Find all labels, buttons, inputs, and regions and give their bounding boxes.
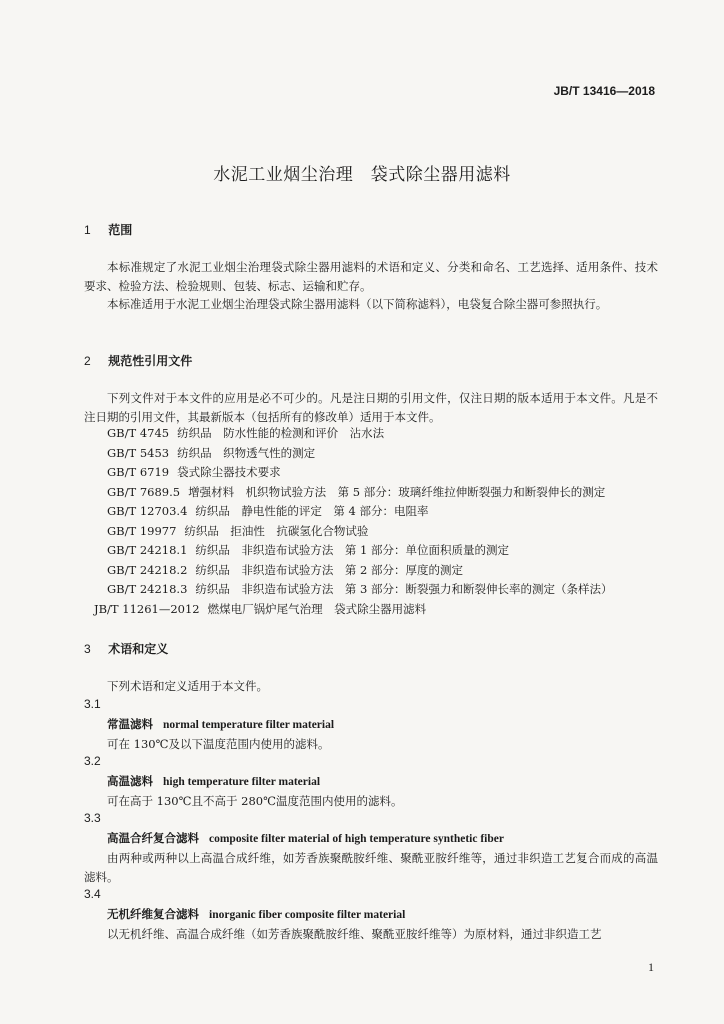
term-cn: 无机纤维复合滤料 [107,907,199,921]
reference-code: GB/T 24218.1 [107,543,188,557]
reference-title: 增强材料 机织物试验方法 第 5 部分：玻璃纤维拉伸断裂强力和断裂伸长的测定 [188,484,606,499]
reference-item [107,541,667,561]
term-heading [107,906,405,922]
reference-code: GB/T 5453 [107,445,170,460]
document-title: 水泥工业烟尘治理 袋式除尘器用滤料 [213,165,511,185]
reference-code: GB/T 19977 [107,523,177,538]
section-title: 术语和定义 [108,642,169,656]
term-heading [107,716,334,732]
reference-title: 纺织品 织物透气性的测定 [177,445,316,460]
section-1-heading [84,221,132,238]
term-cn: 高温滤料 [107,774,153,788]
reference-code: GB/T 7689.5 [107,484,181,499]
term-en: normal temperature filter material [163,719,335,731]
reference-title: 纺织品 非织造布试验方法 第 1 部分：单位面积质量的测定 [195,543,510,557]
standard-number: JB/T 13416—2018 [553,84,655,98]
reference-item [94,600,667,620]
term-definition: 可在高于 130℃且不高于 280℃温度范围内使用的滤料。 [107,794,403,808]
reference-item [107,483,667,503]
clause-number: 3.2 [84,754,101,768]
reference-title: 袋式除尘器技术要求 [177,465,281,479]
term-heading [107,773,320,789]
section-title: 范围 [108,223,133,237]
section-number: 1 [84,223,91,237]
section-3-heading [84,640,168,657]
term-definition: 以无机纤维、高温合成纤维（如芳香族聚酰胺纤维、聚酰亚胺纤维等）为原材料，通过非织造工艺 [107,927,602,941]
references-intro: 下列文件对于本文件的应用是必不可少的。凡是注日期的引用文件，仅注日期的版本适用于本文件。凡是不注日期的引用文件，其最新版本（包括所有的修改单）适用于本文件。 [84,391,658,424]
section-title: 规范性引用文件 [108,354,193,368]
reference-title: 燃煤电厂锅炉尾气治理 袋式除尘器用滤料 [207,601,427,616]
section-number: 2 [84,354,91,368]
reference-title: 纺织品 拒油性 抗碳氢化合物试验 [184,523,369,538]
clause-number: 3.3 [84,811,101,825]
section-number: 3 [84,642,91,656]
term-en: high temperature filter material [163,776,321,788]
term-definition: 由两种或两种以上高温合成纤维，如芳香族聚酰胺纤维、聚酰亚胺纤维等，通过非织造工艺复合而成的高温滤料。 [84,851,658,884]
reference-item [107,502,667,522]
reference-code: JB/T 11261—2012 [94,601,200,616]
reference-item [107,444,667,464]
term-en: composite filter material of high temperature synthetic fiber [209,833,504,845]
reference-code: GB/T 4745 [107,426,170,440]
reference-title: 纺织品 静电性能的评定 第 4 部分：电阻率 [195,504,429,518]
terms-intro: 下列术语和定义适用于本文件。 [107,679,268,693]
clause-number: 3.4 [84,887,101,901]
reference-item [107,463,667,483]
term-cn: 高温合纤复合滤料 [107,831,199,845]
reference-item [107,561,667,581]
term-cn: 常温滤料 [107,717,153,731]
reference-item [107,522,667,542]
reference-code: GB/T 12703.4 [107,504,188,518]
reference-title: 纺织品 非织造布试验方法 第 2 部分：厚度的测定 [195,562,464,577]
term-en: inorganic fiber composite filter material [209,909,406,921]
scope-paragraph-1: 本标准规定了水泥工业烟尘治理袋式除尘器用滤料的术语和定义、分类和命名、工艺选择、适用条件、技术要求、检验方法、检验规则、包装、标志、运输和贮存。 [84,260,658,293]
reference-item [107,580,667,600]
reference-title: 纺织品 防水性能的检测和评价 沾水法 [177,426,385,440]
reference-code: GB/T 24218.3 [107,582,188,596]
term-heading [107,830,504,846]
reference-title: 纺织品 非织造布试验方法 第 3 部分：断裂强力和断裂伸长率的测定（条样法） [195,582,613,596]
scope-paragraph-2: 本标准适用于水泥工业烟尘治理袋式除尘器用滤料（以下简称滤料），电袋复合除尘器可参照执行。 [107,297,608,311]
reference-code: GB/T 24218.2 [107,562,188,577]
reference-code: GB/T 6719 [107,465,170,479]
reference-item [107,424,667,444]
section-2-heading [84,352,192,369]
page-number: 1 [648,960,654,974]
clause-number: 3.1 [84,697,101,711]
term-definition: 可在 130℃及以下温度范围内使用的滤料。 [107,737,330,751]
reference-list [94,424,667,619]
